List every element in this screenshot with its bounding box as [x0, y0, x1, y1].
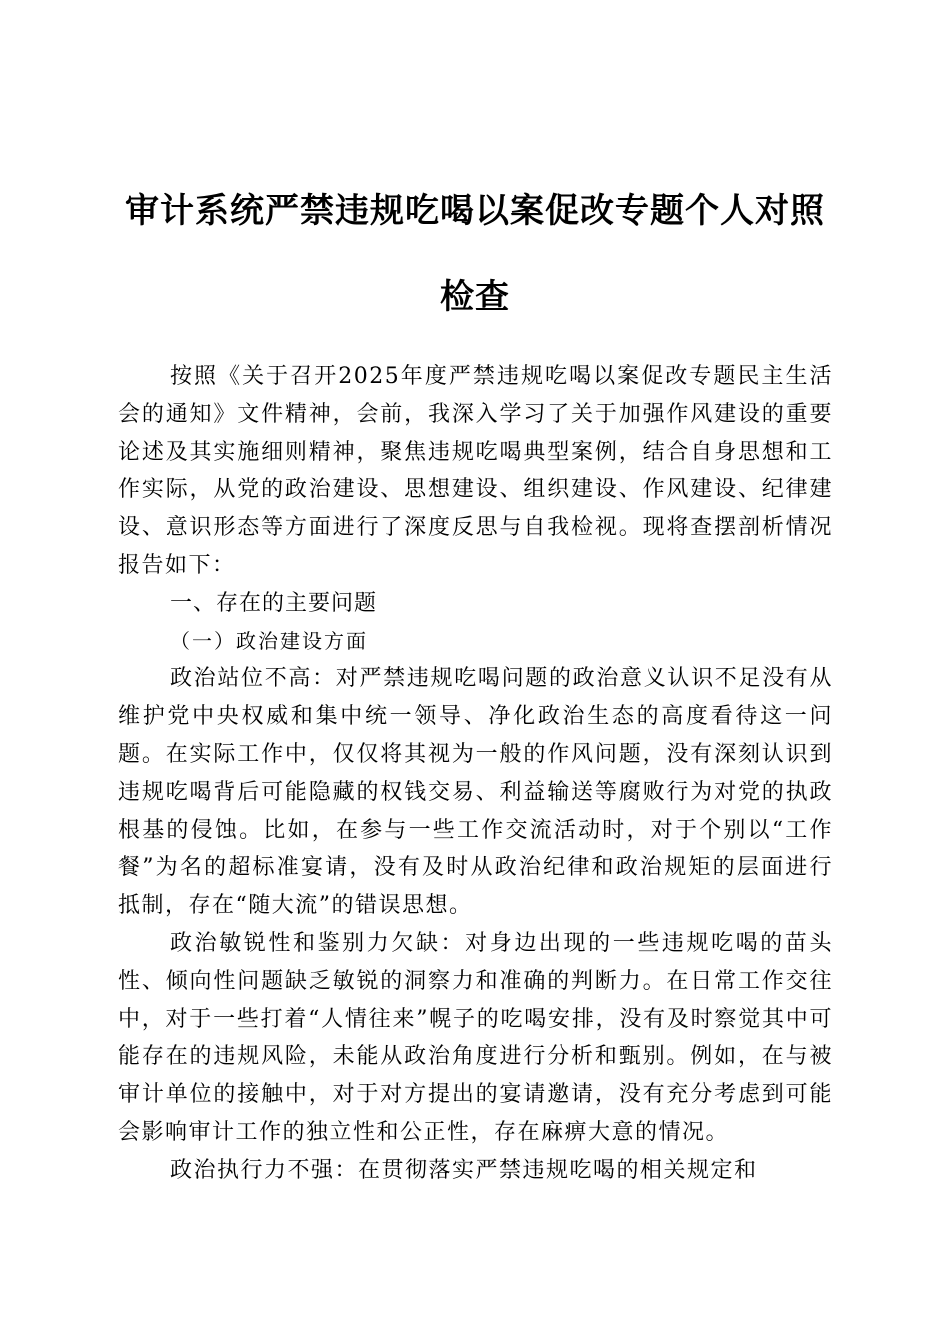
document-body — [118, 358, 833, 1190]
document-title: 审计系统严禁违规吃喝以案促改专题个人对照检查 — [125, 191, 825, 317]
paragraph-political-sensitivity: 政治敏锐性和鉴别力欠缺：对身边出现的一些违规吃喝的苗头性、倾向性问题缺乏敏锐的洞察力和准确的判断力。在日常工作交往中，对于一些打着“人情往来”幌子的吃喝安排，没有及时察觉其中可能存在的违规风险，未能从政治角度进行分析和甄别。例如，在与被审计单位的接触中，对于对方提出的宴请邀请，没有充分考虑到可能会影响审计工作的独立性和公正性，存在麻痹大意的情况。 — [118, 930, 833, 1145]
paragraph-political-execution: 政治执行力不强：在贯彻落实严禁违规吃喝的相关规定和 — [170, 1157, 758, 1183]
section-heading: 一、存在的主要问题 — [170, 590, 378, 616]
paragraph-political-stance: 政治站位不高：对严禁违规吃喝问题的政治意义认识不足没有从维护党中央权威和集中统一领导、净化政治生态的高度看待这一问题。在实际工作中，仅仅将其视为一般的作风问题，没有深刻认识到违规吃喝背后可能隐藏的权钱交易、利益输送等腐败行为对党的执政根基的侵蚀。比如，在参与一些工作交流活动时，对于个别以“工作餐”为名的超标准宴请，没有及时从政治纪律和政治规矩的层面进行抵制，存在“随大流”的错误思想。 — [118, 666, 833, 919]
intro-paragraph: 按照《关于召开2025年度严禁违规吃喝以案促改专题民主生活会的通知》文件精神，会前，我深入学习了关于加强作风建设的重要论述及其实施细则精神，聚焦违规吃喝典型案例，结合自身思想和工作实际，从党的政治建设、思想建设、组织建设、作风建设、纪律建设、意识形态等方面进行了深度反思与自我检视。现将查摆剖析情况报告如下： — [118, 364, 833, 578]
subsection-heading: （一）政治建设方面 — [170, 628, 368, 653]
